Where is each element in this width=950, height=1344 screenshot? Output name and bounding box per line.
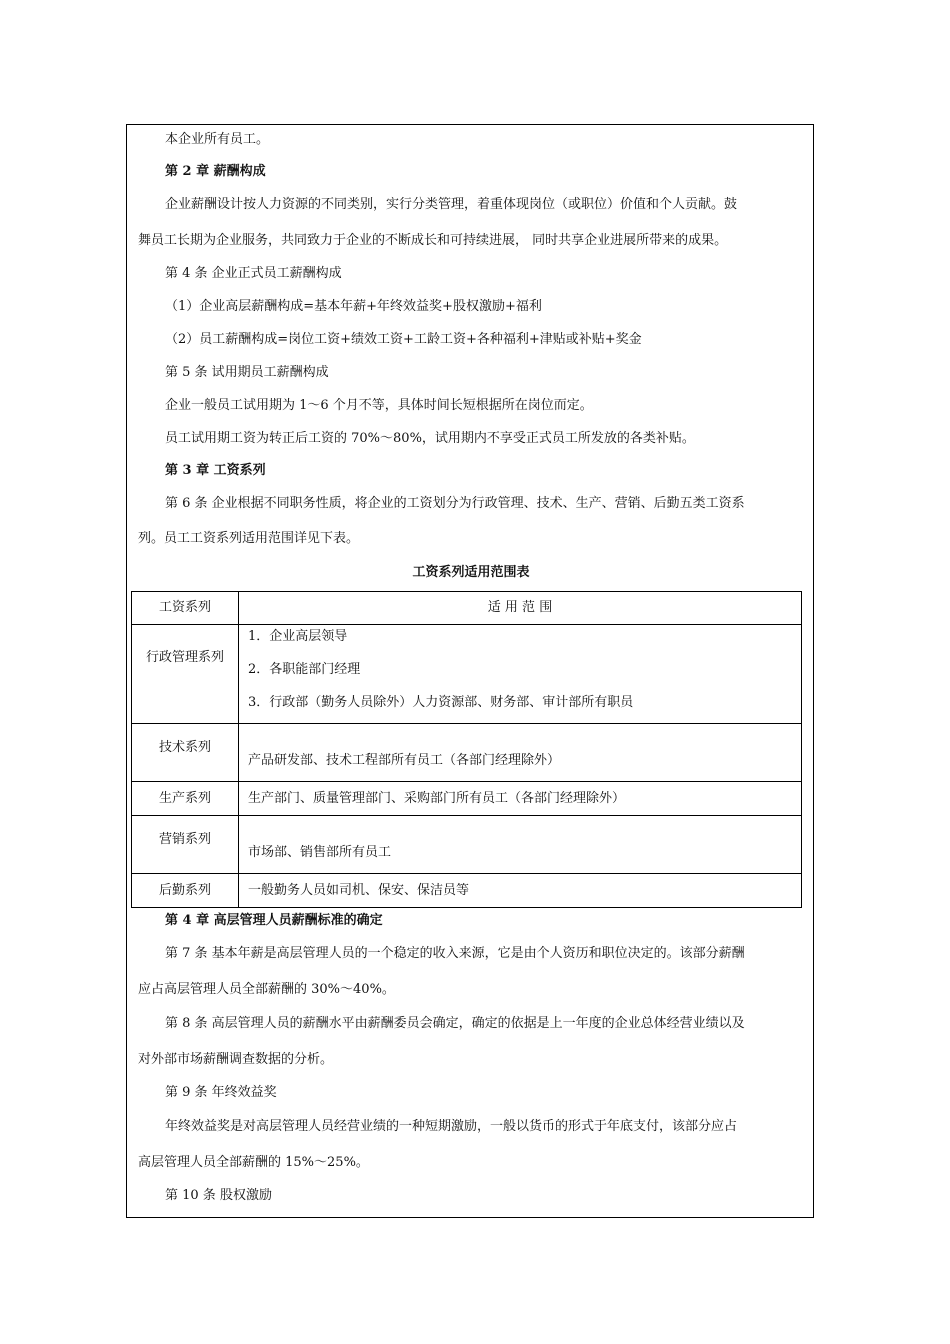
scope-item: 2．各职能部门经理 xyxy=(248,662,361,677)
scope-cell: 生产部门、质量管理部门、采购部门所有员工（各部门经理除外） xyxy=(239,782,802,816)
table-row xyxy=(132,625,802,724)
series-cell xyxy=(132,724,239,782)
chapter-heading: 第 2 章 薪酬构成 xyxy=(165,164,266,179)
scope-item: 3．行政部（勤务人员除外）人力资源部、财务部、审计部所有职员 xyxy=(248,695,634,710)
chapter-heading: 第 3 章 工资系列 xyxy=(165,463,266,478)
scope-cell: 一般勤务人员如司机、保安、保洁员等 xyxy=(239,874,802,908)
scope-cell xyxy=(239,724,802,782)
series-label: 营销系列 xyxy=(158,832,211,847)
paragraph: 第 8 条 高层管理人员的薪酬水平由薪酬委员会确定，确定的依据是上一年度的企业总体经营业绩以及 xyxy=(165,1016,745,1031)
article-heading: 第 5 条 试用期员工薪酬构成 xyxy=(165,365,329,380)
series-cell xyxy=(132,625,239,724)
table-caption: 工资系列适用范围表 xyxy=(412,565,530,580)
series-cell xyxy=(132,816,239,874)
paragraph: 第 6 条 企业根据不同职务性质，将企业的工资划分为行政管理、技术、生产、营销、后勤五类工资系 xyxy=(165,496,745,511)
chapter-heading: 第 4 章 高层管理人员薪酬标准的确定 xyxy=(165,913,383,928)
header-cell: 适 用 范 围 xyxy=(239,592,802,625)
scope-cell xyxy=(239,816,802,874)
table-row xyxy=(132,782,802,816)
table-row xyxy=(132,724,802,782)
article-heading: 第 9 条 年终效益奖 xyxy=(165,1085,277,1100)
series-cell: 生产系列 xyxy=(132,782,239,816)
paragraph: 企业薪酬设计按人力资源的不同类别，实行分类管理，着重体现岗位（或职位）价值和个人贡献。鼓 xyxy=(165,197,738,212)
scope-item: 1．企业高层领导 xyxy=(248,629,348,644)
paragraph: 高层管理人员全部薪酬的 15%～25%。 xyxy=(138,1155,369,1170)
paragraph: 舞员工长期为企业服务，共同致力于企业的不断成长和可持续进展， 同时共享企业进展所带来的成果。 xyxy=(138,233,728,248)
paragraph: 本企业所有员工。 xyxy=(165,132,270,147)
article-heading: 第 4 条 企业正式员工薪酬构成 xyxy=(165,266,342,281)
paragraph: 应占高层管理人员全部薪酬的 30%～40%。 xyxy=(138,982,395,997)
article-heading: 第 10 条 股权激励 xyxy=(165,1188,272,1203)
series-cell: 后勤系列 xyxy=(132,874,239,908)
scope-item: 产品研发部、技术工程部所有员工（各部门经理除外） xyxy=(248,753,561,768)
header-cell: 工资系列 xyxy=(132,592,239,625)
paragraph: 企业一般员工试用期为 1～6 个月不等，具体时间长短根据所在岗位而定。 xyxy=(165,398,593,413)
wage-series-table xyxy=(131,591,802,908)
scope-cell xyxy=(239,625,802,724)
document-frame xyxy=(126,124,814,1218)
paragraph: 员工试用期工资为转正后工资的 70%～80%，试用期内不享受正式员工所发放的各类补贴。 xyxy=(165,431,695,446)
paragraph: 第 7 条 基本年薪是高层管理人员的一个稳定的收入来源，它是由个人资历和职位决定的。该部分薪酬 xyxy=(165,946,745,961)
series-label: 行政管理系列 xyxy=(145,650,224,665)
paragraph: （2）员工薪酬构成=岗位工资+绩效工资+工龄工资+各种福利+津贴或补贴+奖金 xyxy=(165,332,642,347)
paragraph: 年终效益奖是对高层管理人员经营业绩的一种短期激励，一般以货币的形式于年底支付，该部分应占 xyxy=(165,1119,738,1134)
paragraph: 列。员工工资系列适用范围详见下表。 xyxy=(138,531,360,546)
paragraph: （1）企业高层薪酬构成=基本年薪+年终效益奖+股权激励+福利 xyxy=(165,299,542,314)
scope-item: 市场部、销售部所有员工 xyxy=(248,845,392,860)
table-row xyxy=(132,874,802,908)
table-header-row xyxy=(132,592,802,625)
series-label: 技术系列 xyxy=(158,740,211,755)
paragraph: 对外部市场薪酬调查数据的分析。 xyxy=(138,1052,334,1067)
table-row xyxy=(132,816,802,874)
